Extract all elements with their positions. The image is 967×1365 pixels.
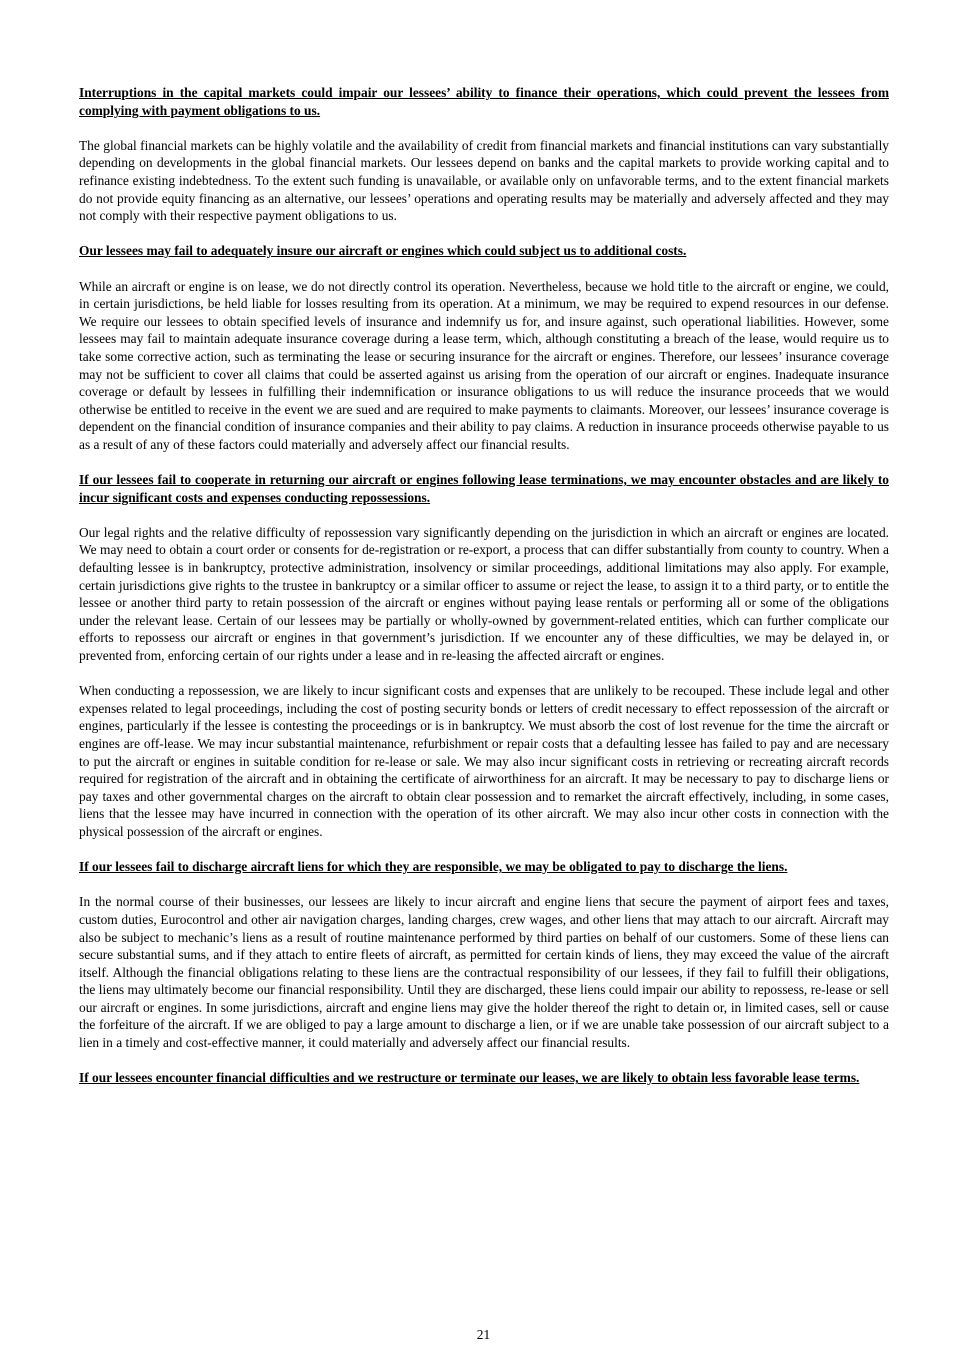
body-paragraph: While an aircraft or engine is on lease, we do not directly control its operation. Nevertheless, because we hold title to the aircraft or engine, we could, in certain jurisdictions, be held liable for losses resulting from its operation. At a minimum, we may be required to expend resources in our defense. We require our lessees to obtain specified levels of insurance and indemnify us for, and insure against, such operational liabilities. However, some lessees may fail to maintain adequate insurance coverage during a lease term, which, although constituting a breach of the lease, would require us to take some corrective action, such as terminating the lease or securing insurance for the aircraft or engines. Therefore, our lessees’ insurance coverage may not be sufficient to cover all claims that could be asserted against us arising from the operation of our aircraft or engines. Inadequate insurance coverage or default by lessees in fulfilling their indemnification or insurance obligations to us will reduce the insurance proceeds that we would otherwise be entitled to receive in the event we are sued and are required to make payments to claimants. Moreover, our lessees’ insurance coverage is dependent on the financial condition of insurance companies and their ability to pay claims. A reduction in insurance proceeds otherwise payable to us as a result of any of these factors could materially and adversely affect our financial results. [79,278,889,452]
risk-section-financial-difficulties [79,1069,889,1087]
page-number: 21 [476,1327,491,1342]
body-paragraph: The global financial markets can be highly volatile and the availability of credit from financial markets and financial institutions can vary substantially depending on developments in the global financial markets. Our lessees depend on banks and the capital markets to provide working capital and to refinance existing indebtedness. To the extent such funding is unavailable, or available only on unfavorable terms, and to the extent financial markets do not provide equity financing as an alternative, our lessees’ operations and operating results may be materially and adversely affected and they may not comply with their respective payment obligations to us. [79,137,889,224]
document-body [79,84,889,1104]
section-heading: Interruptions in the capital markets could impair our lessees’ ability to finance their operations, which could prevent the lessees from complying with payment obligations to us. [79,85,889,118]
section-heading: Our lessees may fail to adequately insure our aircraft or engines which could subject us to additional costs. [79,243,687,259]
section-heading: If our lessees encounter financial difficulties and we restructure or terminate our leases, we are likely to obtain less favorable lease terms. [79,1070,860,1086]
risk-section-repossession [79,471,889,840]
body-paragraph: In the normal course of their businesses, our lessees are likely to incur aircraft and engine liens that secure the payment of airport fees and taxes, custom duties, Eurocontrol and other air navigation charges, landing charges, crew wages, and other liens that may attach to our aircraft. Aircraft may also be subject to mechanic’s liens as a result of routine maintenance performed by third parties on behalf of our customers. Some of these liens can secure substantial sums, and if they attach to entire fleets of aircraft, as permitted for certain kinds of liens, they may exceed the value of the aircraft itself. Although the financial obligations relating to these liens are the contractual responsibility of our lessees, if they fail to fulfill their obligations, the liens may ultimately become our financial responsibility. Until they are discharged, these liens could impair our ability to repossess, re-lease or sell our aircraft or engines. In some jurisdictions, aircraft and engine liens may give the holder thereof the right to detain or, in limited cases, sell or cause the forfeiture of the aircraft. If we are obliged to pay a large amount to discharge a lien, or if we are unable take possession of our aircraft subject to a lien in a timely and cost-effective manner, it could materially and adversely affect our financial results. [79,894,889,1051]
risk-section-liens [79,858,889,1052]
risk-section-insurance [79,242,889,453]
section-heading: If our lessees fail to discharge aircraft liens for which they are responsible, we may be obligated to pay to discharge the liens. [79,859,788,875]
section-heading: If our lessees fail to cooperate in returning our aircraft or engines following lease terminations, we may encounter obstacles and are likely to incur significant costs and expenses conducting repossessions. [79,472,889,505]
body-paragraph: Our legal rights and the relative difficulty of repossession vary significantly depending on the jurisdiction in which an aircraft or engines are located. We may need to obtain a court order or consents for de-registration or re-export, a process that can differ substantially from county to country. When a defaulting lessee is in bankruptcy, protective administration, insolvency or similar proceedings, additional limitations may also apply. For example, certain jurisdictions give rights to the trustee in bankruptcy or a similar officer to assume or reject the lease, to assign it to a third party, or to entitle the lessee or another third party to retain possession of the aircraft or engines without paying lease rentals or performing all or some of the obligations under the relevant lease. Certain of our lessees may be partially or wholly-owned by government-related entities, which can further complicate our efforts to repossess our aircraft or engines in that government’s jurisdiction. If we encounter any of these difficulties, we may be delayed in, or prevented from, enforcing certain of our rights under a lease and in re-leasing the affected aircraft or engines. [79,524,889,663]
body-paragraph: When conducting a repossession, we are likely to incur significant costs and expenses that are unlikely to be recouped. These include legal and other expenses related to legal proceedings, including the cost of posting security bonds or letters of credit necessary to effect repossession of the aircraft or engines, particularly if the lessee is contesting the proceedings or is in bankruptcy. We must absorb the cost of lost revenue for the time the aircraft or engines are off-lease. We may incur substantial maintenance, refurbishment or repair costs that a defaulting lessee has failed to pay and are necessary to put the aircraft or engines in suitable condition for re-lease or sale. We may also incur significant costs in retrieving or recreating aircraft records required for registration of the aircraft and in obtaining the certificate of airworthiness for an aircraft. It may be necessary to pay to discharge liens or pay taxes and other governmental charges on the aircraft to obtain clear possession and to remarket the aircraft effectively, including, in some cases, liens that the lessee may have incurred in connection with the operation of its other aircraft. We may also incur other costs in connection with the physical possession of the aircraft or engines. [79,683,889,839]
risk-section-capital-markets [79,84,889,225]
